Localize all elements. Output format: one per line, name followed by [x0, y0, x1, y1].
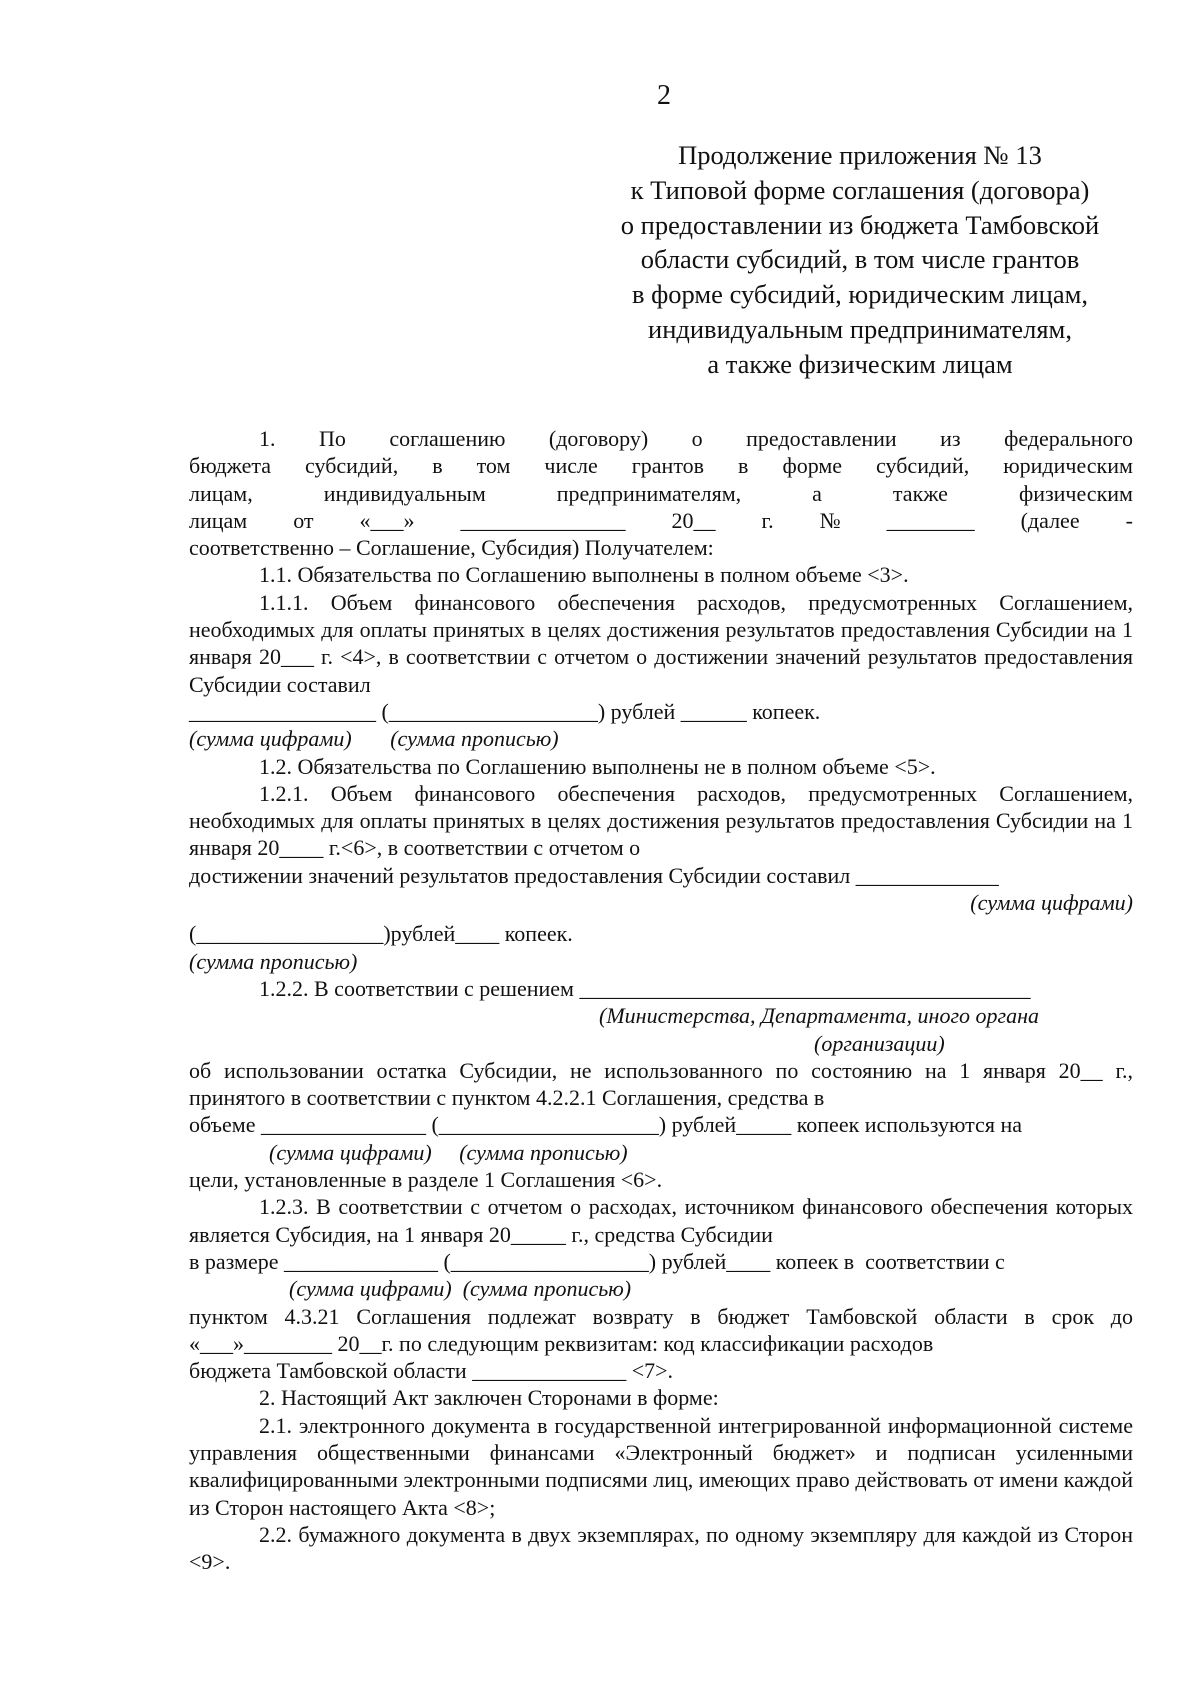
amount-line: объеме _______________ (____________________) рублей_____ копеек используются на	[189, 1112, 1022, 1138]
paragraph-1-line	[189, 425, 1133, 452]
header-line: о предоставлении из бюджета Тамбовской	[620, 209, 1100, 240]
word: бюджета	[189, 453, 272, 479]
amount-caption: (сумма цифрами) (сумма прописью)	[269, 1139, 628, 1165]
date-day-blank: «___»	[359, 507, 415, 533]
section-1-2-3-text: пунктом 4.3.21 Соглашения подлежат возврату в бюджет Тамбовской области в срок до «___»________ 20__г. по следующим реквизитам: код классификации расходов	[189, 1303, 1133, 1356]
word: лицам,	[189, 480, 253, 506]
word: в	[738, 453, 749, 479]
section-1-2-2-tail: цели, установленные в разделе 1 Соглашения <6>.	[189, 1167, 663, 1193]
section-1-2: 1.2. Обязательства по Соглашению выполнены не в полном объеме <5>.	[259, 753, 936, 779]
section-1-2-3-last: бюджета Тамбовской области ______________ <7>.	[189, 1358, 674, 1384]
page-number: 2	[657, 80, 671, 111]
word: о	[691, 426, 703, 451]
word: в	[432, 453, 443, 479]
word: также	[892, 480, 948, 506]
appendix-header	[580, 138, 1140, 382]
amount-digits-caption: (сумма цифрами)	[970, 890, 1133, 916]
amount-words-caption: (сумма прописью)	[189, 948, 358, 974]
header-line: к Типовой форме соглашения (договора)	[630, 174, 1090, 205]
word: субсидий,	[876, 453, 970, 479]
date-month-blank: _______________	[460, 507, 626, 533]
number-blank: ________	[886, 507, 975, 533]
word: г.	[761, 507, 774, 533]
section-2-2: 2.2. бумажного документа в двух экземплярах, по одному экземпляру для каждой из Сторон <9>.	[189, 1521, 1133, 1575]
section-1-2-2: 1.2.2. В соответствии с решением _________________________________________	[259, 975, 1031, 1001]
word: из	[940, 426, 961, 451]
word: соглашению	[389, 426, 506, 451]
section-1-2-1: 1.2.1. Объем финансового обеспечения расходов, предусмотренных Соглашением, необходимых для оплаты принятых в целях достижения результатов предоставления Субсидии на 1 января 20____ г.<6>, в соответствии с отчетом о	[189, 780, 1133, 861]
paragraph-1-end: соответственно – Соглашение, Субсидия) Получателем:	[189, 535, 714, 561]
amount-caption: (сумма цифрами) (сумма прописью)	[289, 1276, 632, 1302]
amount-line: (_________________)рублей____ копеек.	[189, 921, 573, 947]
amount-line: в размере ______________ (__________________) рублей____ копеек в соответствии с	[189, 1248, 1005, 1274]
word: лицам	[189, 507, 248, 533]
section-1-1: 1.1. Обязательства по Соглашению выполнены в полном объеме <3>.	[259, 562, 909, 588]
header-line: Продолжение приложения № 13	[678, 140, 1042, 170]
date-year-blank: 20__	[671, 507, 716, 533]
section-1-2-1-last: достижении значений результатов предоставления Субсидии составил _____________	[189, 862, 999, 888]
word: По	[318, 426, 346, 451]
word: юридическим	[1003, 453, 1133, 479]
header-line: области субсидий, в том числе грантов	[640, 244, 1080, 275]
header-line: а также физическим лицам	[707, 348, 1013, 379]
word: (договору)	[548, 426, 649, 451]
authority-caption: (Министерства, Департамента, иного органа	[599, 1003, 1040, 1029]
word: а	[812, 480, 822, 506]
paragraph-1-line	[189, 452, 1133, 479]
word: физическим	[1018, 480, 1133, 506]
word: 1.	[259, 426, 276, 451]
word: (далее	[1020, 507, 1080, 533]
amount-caption: (сумма цифрами) (сумма прописью)	[189, 726, 559, 752]
word: предпринимателям,	[556, 480, 742, 506]
number-sign: №	[819, 507, 841, 533]
word: субсидий,	[305, 453, 399, 479]
section-2: 2. Настоящий Акт заключен Сторонами в форме:	[259, 1385, 719, 1411]
word: от	[293, 507, 314, 533]
section-2-1: 2.1. электронного документа в государственной интегрированной информационной системе управления общественными финансами «Электронный бюджет» и подписан усиленными квалифицированными электронными подписями лиц, имеющих право действовать от имени каждой из Сторон настоящего Акта <8>;	[189, 1412, 1133, 1520]
section-1-2-3: 1.2.3. В соответствии с отчетом о расходах, источником финансового обеспечения которых является Субсидия, на 1 января 20_____ г., средства Субсидии	[189, 1194, 1133, 1247]
word: предоставлении	[746, 426, 897, 451]
paragraph-1-line	[189, 480, 1133, 507]
word: том	[476, 453, 511, 479]
section-1-1-1: 1.1.1. Объем финансового обеспечения расходов, предусмотренных Соглашением, необходимых для оплаты принятых в целях достижения результатов предоставления Субсидии на 1 января 20___ г. <4>, в соответствии с отчетом о достижении значений результатов предоставления Субсидии составил	[189, 589, 1133, 697]
organization-caption: (организации)	[814, 1030, 945, 1056]
amount-line: _________________ (___________________) рублей ______ копеек.	[189, 698, 821, 724]
header-line: в форме субсидий, юридическим лицам,	[632, 279, 1088, 310]
word: -	[1125, 507, 1133, 533]
header-line: индивидуальным предпринимателям,	[648, 313, 1072, 344]
word: индивидуальным	[323, 480, 486, 506]
section-1-2-2-text: об использовании остатка Субсидии, не использованного по состоянию на 1 января 20__ г., принятого в соответствии с пунктом 4.2.2.1 Соглашения, средства в	[189, 1057, 1133, 1111]
document-body	[189, 425, 1133, 1575]
paragraph-1-line	[189, 507, 1133, 534]
word: форме	[782, 453, 843, 479]
word: федерального	[1004, 426, 1133, 451]
word: числе	[544, 453, 598, 479]
word: грантов	[631, 453, 705, 479]
